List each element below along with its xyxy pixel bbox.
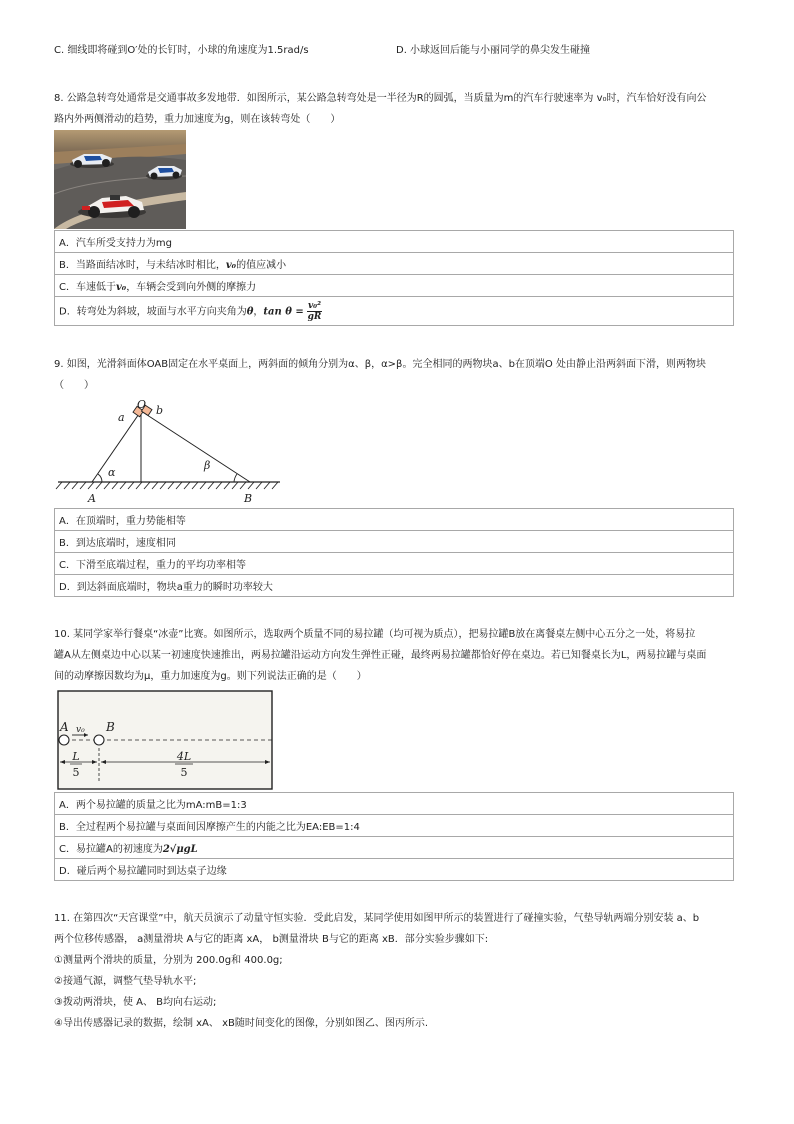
prev-option-c: C. 细线即将碰到O′处的长钉时，小球的角速度为1.5rad/s [54,45,309,56]
q9-label-beta: β [204,459,211,472]
q11-step3: ③拨动两滑块，使 A、 B均向右运动; [54,997,217,1008]
q9-incline-figure [54,396,284,504]
q8-race-car-photo [54,130,186,229]
q9-option-b[interactable]: B．到达底端时，速度相同 [55,531,734,553]
q10-table-figure [54,690,276,790]
q8-stem [54,88,740,130]
q10-option-a[interactable]: A．两个易拉罐的质量之比为mA:mB=1:3 [55,793,734,815]
q8-stem-line1: 8. 公路急转弯处通常是交通事故多发地带．如图所示，某公路急转弯处是一半径为R的圆弧，当质量为m的汽车行驶速率为 v₀时，汽车恰好没有向公 [54,93,707,104]
q8-option-b[interactable]: B．当路面结冰时，与未结冰时相比，v₀的值应减小 [55,253,734,275]
q10-label-A: A [60,720,69,734]
q9-stem-line2: （ ） [54,380,94,391]
q10-option-c[interactable]: C．易拉罐A的初速度为2√μgL [55,837,734,859]
q11-step2: ②接通气源，调整气垫导轨水平; [54,976,197,987]
q10-stem-line3: 间的动摩擦因数均为μ，重力加速度为g。则下列说法正确的是（ ） [54,671,367,682]
q8-options [54,230,734,326]
q9-label-a-block: a [118,411,125,424]
q9-option-c[interactable]: C．下滑至底端过程，重力的平均功率相等 [55,553,734,575]
q8-option-a[interactable]: A．汽车所受支持力为mg [55,231,734,253]
q8-option-c[interactable]: C．车速低于v₀，车辆会受到向外侧的摩擦力 [55,275,734,297]
q10-stem-line1: 10. 某同学家举行餐桌“冰壶”比赛。如图所示，选取两个质量不同的易拉罐（均可视为质点），把易拉罐B放在离餐桌左侧中心五分之一处，将易拉 [54,629,696,640]
q10-option-b[interactable]: B．全过程两个易拉罐与桌面间因摩擦产生的内能之比为EA:EB=1:4 [55,815,734,837]
q10-label-v0: v₀ [76,725,85,735]
q10-stem-line2: 罐A从左侧桌边中心以某一初速度快速推出，两易拉罐沿运动方向发生弹性正碰，最终两易拉罐都恰好停在桌边。若已知餐桌长为L，两易拉罐与桌面 [54,650,707,661]
q10-label-l-den: 5 [72,766,80,779]
q8-fraction: $\frac{\text{v₀²}}{gR}$ [307,300,322,322]
q9-option-a[interactable]: A．在顶端时，重力势能相等 [55,509,734,531]
q11-step1: ①测量两个滑块的质量，分别为 200.0g和 400.0g; [54,955,283,966]
q10-option-d[interactable]: D．碰后两个易拉罐同时到达桌子边缘 [55,859,734,881]
q9-label-o: O [137,398,147,411]
q9-label-b-block: b [156,404,164,417]
q9-options [54,508,734,597]
q9-label-B: B [244,492,253,504]
q9-label-A: A [88,492,96,504]
q11-step4: ④导出传感器记录的数据，绘制 xA、 xB随时间变化的图像，分别如图乙、图丙所示. [54,1018,429,1029]
prev-option-d: D. 小球返回后能与小丽同学的鼻尖发生碰撞 [396,45,591,56]
q9-stem-line1: 9. 如图，光滑斜面体OAB固定在水平桌面上，两斜面的倾角分别为α、β，α>β。完全相同的两物块a、b在顶端O 处由静止沿两斜面下滑，则两物块 [54,359,706,370]
q9-option-d[interactable]: D．到达斜面底端时，物块a重力的瞬时功率较大 [55,575,734,597]
q8-stem-line2: 路内外两侧滑动的趋势，重力加速度为g，则在该转弯处（ ） [54,114,341,125]
q10-label-l: L [72,750,80,763]
q11-text [54,908,740,1034]
q10-label-4l-den: 5 [180,766,188,779]
q8-option-d[interactable]: D．转弯处为斜坡，坡面与水平方向夹角为θ，tan θ = $\frac{\text{v₀²}}{gR}$ [55,297,734,326]
q10-options [54,792,734,881]
q11-line2: 两个位移传感器， a测量滑块 A与它的距离 xA， b测量滑块 B与它的距离 xB．部分实验步骤如下: [54,934,489,945]
q10-label-B: B [106,720,115,734]
q9-label-alpha: α [108,466,116,479]
q9-stem [54,354,740,396]
q10-label-4l: 4L [176,750,192,763]
q10-stem [54,624,740,687]
q11-line1: 11. 在第四次“天宫课堂”中，航天员演示了动量守恒实验．受此启发，某同学使用如图甲所示的装置进行了碰撞实验，气垫导轨两端分别安装 a、b [54,913,700,924]
